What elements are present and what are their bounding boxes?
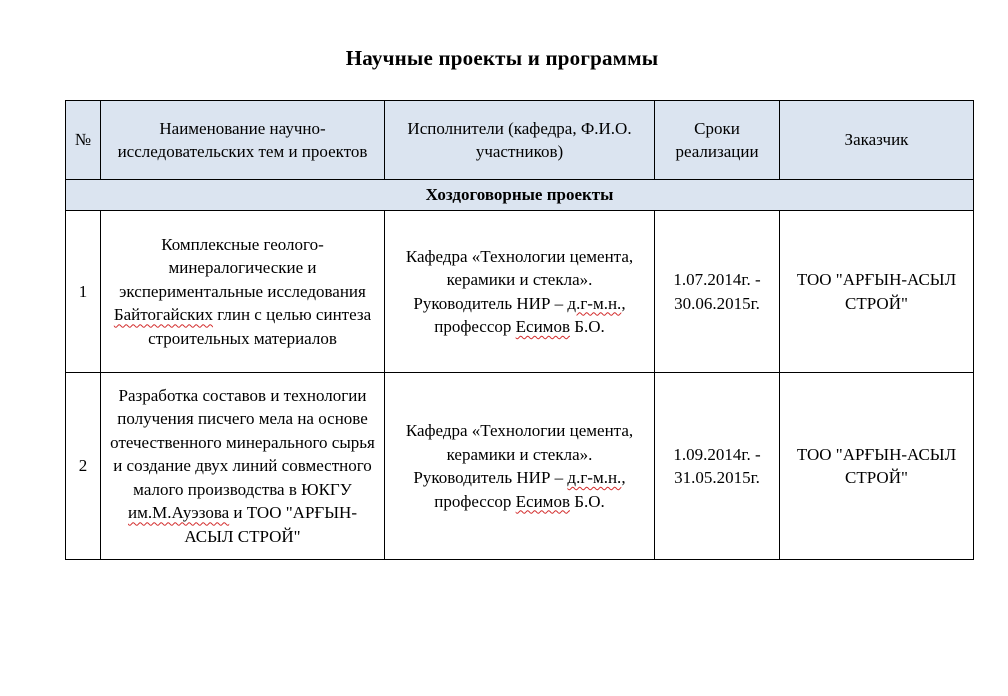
executors-text: Б.О. — [569, 317, 605, 336]
spellcheck-flagged-word: д.г-м.н. — [567, 468, 622, 487]
spellcheck-flagged-word: Есимов — [515, 317, 570, 336]
executors-text: , — [621, 293, 626, 313]
header-customer: Заказчик — [780, 101, 974, 180]
executors-text: , — [621, 468, 626, 487]
page-title: Научные проекты и программы — [345, 46, 659, 70]
header-period: Сроки реализации — [655, 101, 780, 180]
executors-department: Кафедра «Технологии цемента, керамики и стекла». — [405, 246, 634, 289]
executors-text: Руководитель НИР – — [413, 293, 568, 313]
executors-text: Руководитель НИР – — [413, 468, 568, 487]
spellcheck-flagged-word: Есимов — [515, 491, 570, 511]
projects-table — [65, 100, 974, 560]
executors-cell — [385, 373, 655, 560]
section-label: Хоздоговорные проекты — [66, 180, 974, 211]
project-name-text: и ТОО "АРҒЫН-АСЫЛ СТРОЙ" — [184, 503, 357, 546]
executors-text: профессор — [434, 317, 516, 336]
period-end: 30.06.2015г. — [674, 293, 760, 313]
header-name: Наименование научно-исследовательских тем и проектов — [101, 101, 385, 180]
table-row — [66, 373, 974, 560]
executors-text: профессор — [434, 491, 516, 511]
project-name-text: Разработка составов и технологии получения писчего мела на основе отечественного минерального сырья и создание двух линий совместного малого производства в ЮКГУ — [110, 385, 375, 499]
customer-cell: ТОО "АРҒЫН-АСЫЛ СТРОЙ" — [780, 373, 974, 560]
executors-cell — [385, 211, 655, 373]
spellcheck-flagged-word: д.г-м.н. — [567, 293, 622, 313]
table-header-row — [66, 101, 974, 180]
section-row — [66, 180, 974, 211]
spellcheck-flagged-word: Байтогайских — [113, 305, 214, 325]
period-start: 1.07.2014г. - — [673, 270, 761, 289]
project-name-cell — [101, 373, 385, 560]
project-name-cell — [101, 211, 385, 373]
executors-department: Кафедра «Технологии цемента, керамики и стекла». — [405, 421, 634, 464]
table-row — [66, 211, 974, 373]
project-name-text: Комплексные геолого-минералогические и экспериментальные исследования — [119, 234, 366, 301]
header-number: № — [66, 101, 101, 180]
spellcheck-flagged-word: им.М.Ауэзова — [128, 503, 230, 523]
customer-cell: ТОО "АРҒЫН-АСЫЛ СТРОЙ" — [780, 211, 974, 373]
row-number: 2 — [66, 373, 101, 560]
project-name-text: глин с целью синтеза строительных материалов — [148, 305, 372, 348]
period-start: 1.09.2014г. - — [673, 444, 761, 464]
header-executors: Исполнители (кафедра, Ф.И.О. участников) — [385, 101, 655, 180]
row-number: 1 — [66, 211, 101, 373]
period-cell — [655, 373, 780, 560]
period-end: 31.05.2015г. — [674, 468, 760, 487]
executors-text: Б.О. — [569, 491, 605, 511]
period-cell — [655, 211, 780, 373]
